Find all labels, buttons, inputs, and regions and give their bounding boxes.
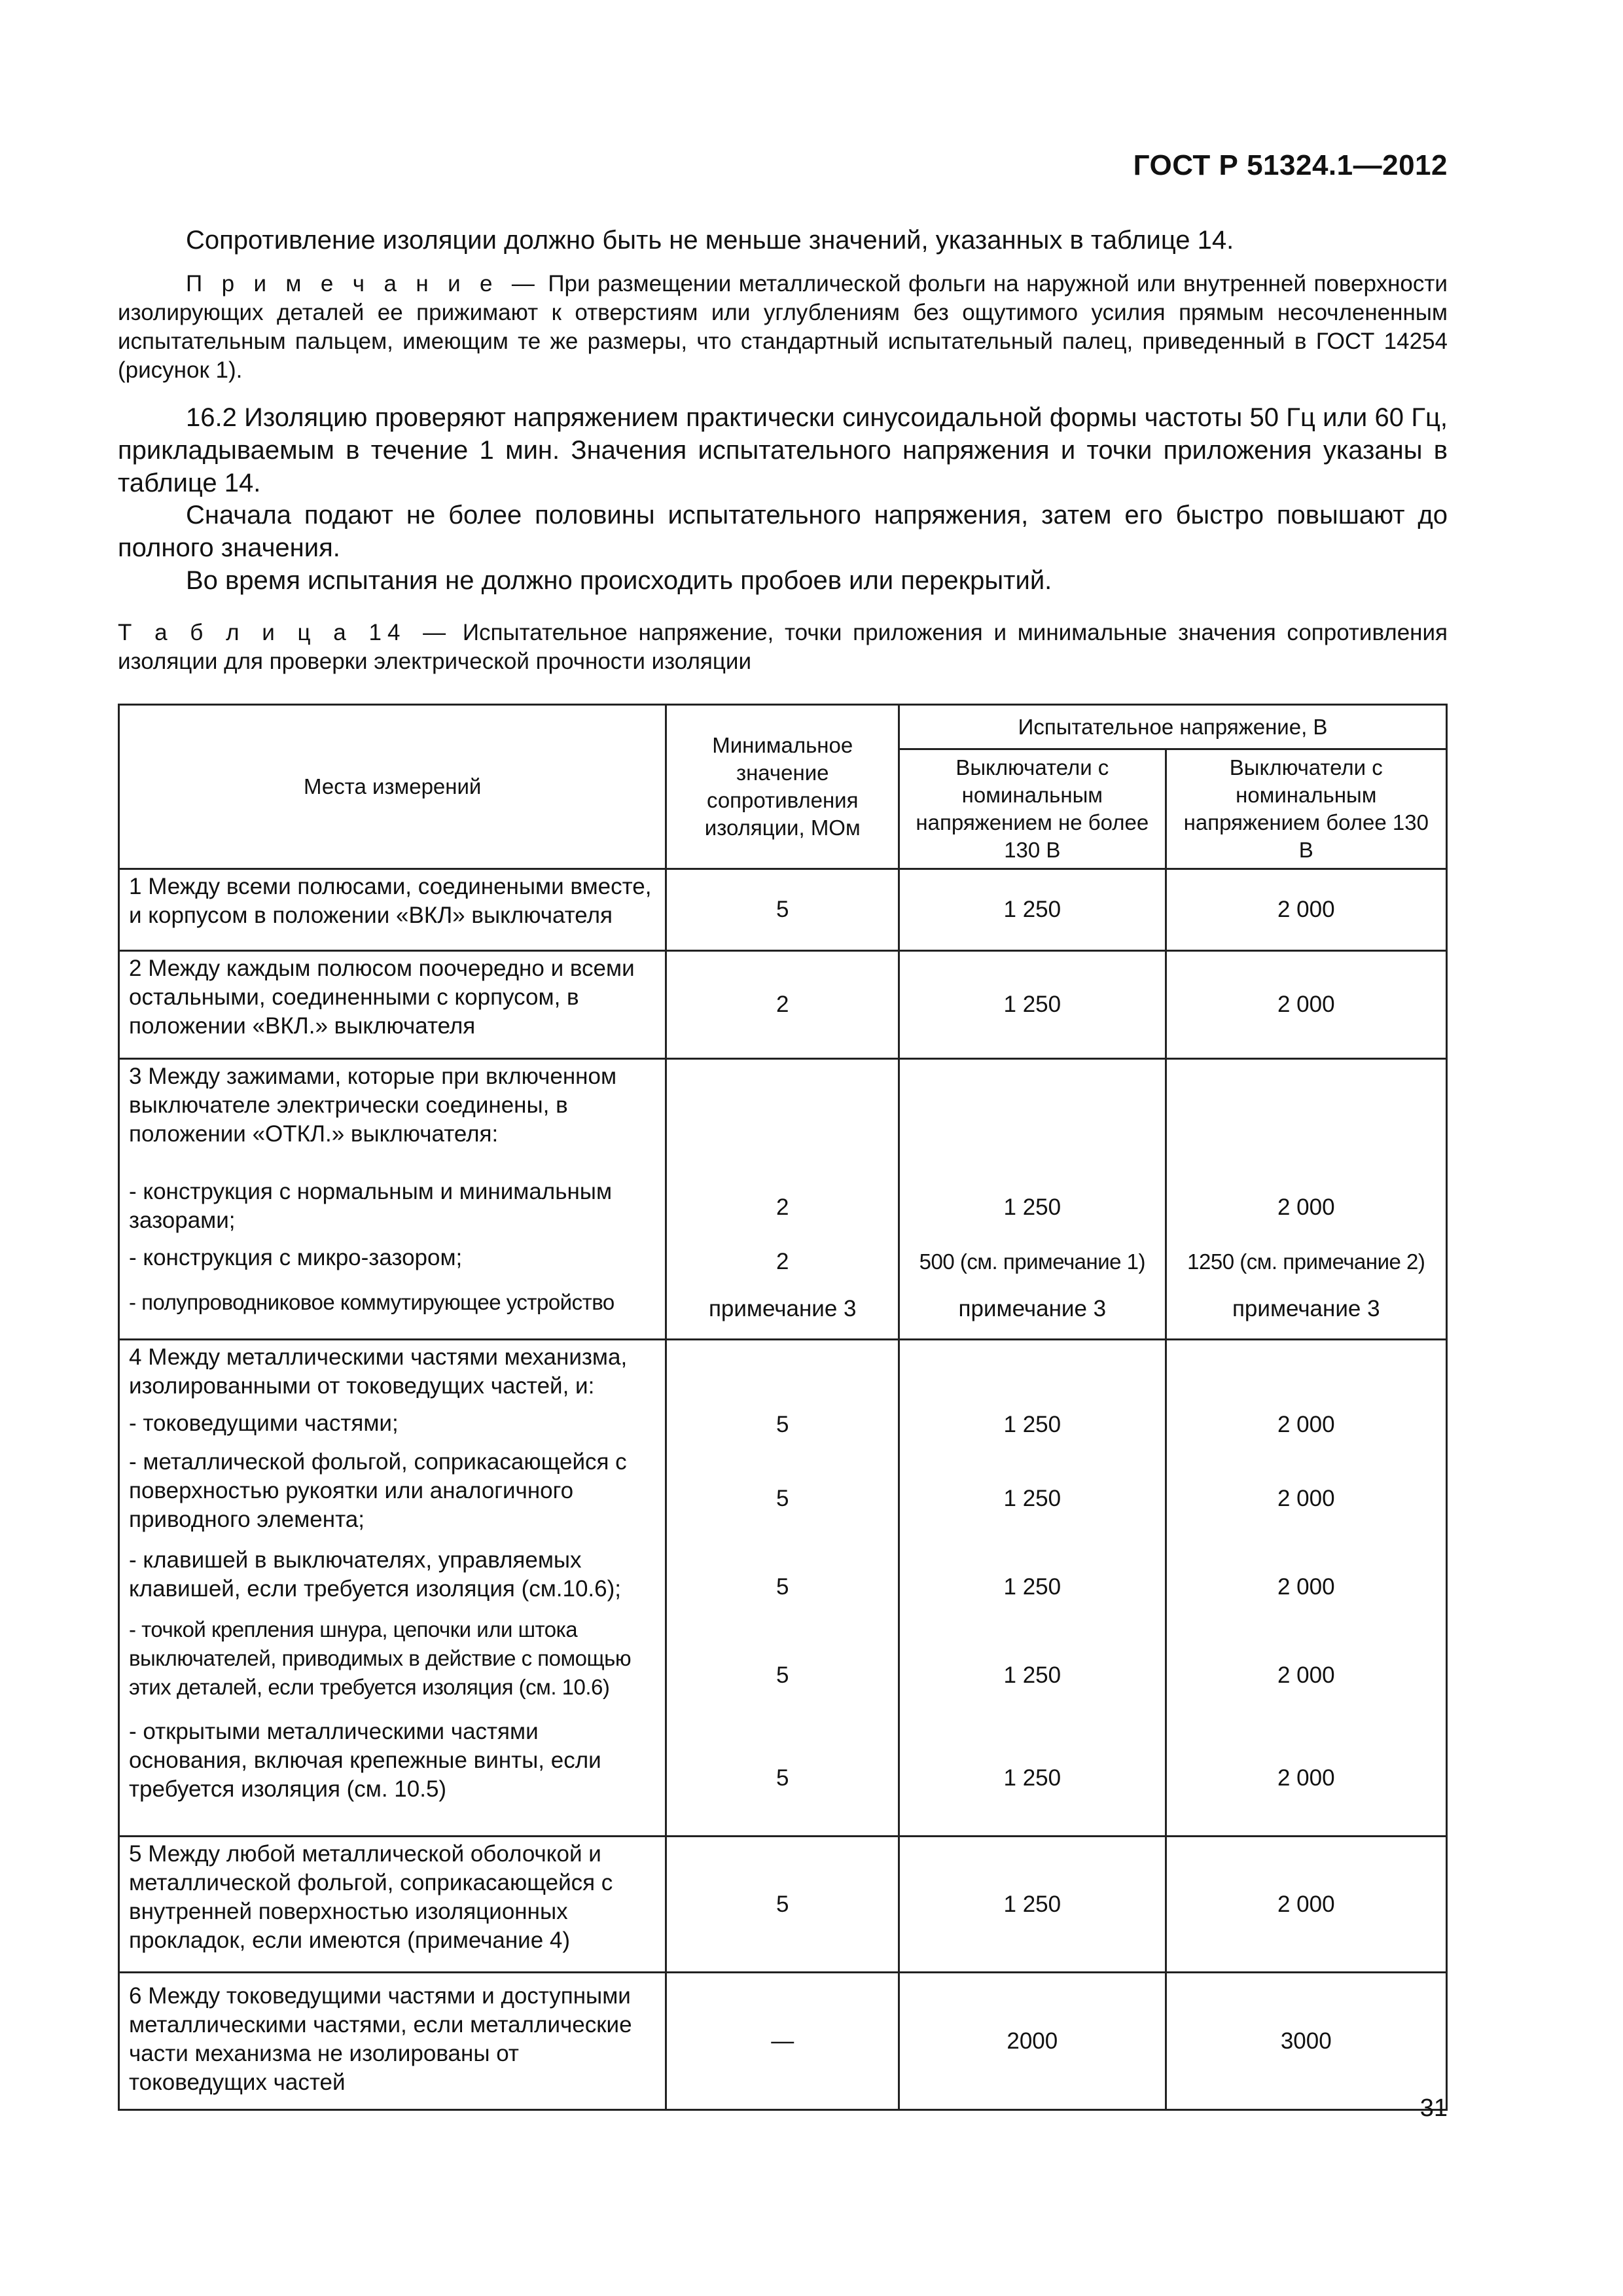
row-4-sub-4-voltage-gt130: 2 000	[1277, 1662, 1335, 1688]
row-5-resistance: 5	[666, 1837, 899, 1973]
paragraph-voltage-ramp: Сначала подают не более половины испытательного напряжения, затем его быстро повышают до полного значения.	[118, 501, 1448, 562]
header-measurement-place: Места измерений	[119, 705, 666, 869]
row-1-voltage-gt130: 2 000	[1166, 869, 1446, 951]
table-row	[119, 1837, 1447, 1973]
table-row	[119, 1973, 1447, 2110]
row-4-sub-2-resistance: 5	[776, 1486, 789, 1511]
row-5-voltage-le130: 1 250	[899, 1837, 1166, 1973]
row-6-resistance: —	[666, 1973, 899, 2110]
table-row	[119, 951, 1447, 1059]
table-caption-label: Т а б л и ц а 14 —	[118, 620, 452, 645]
table-row	[119, 1340, 1447, 1837]
row-6-voltage-le130: 2000	[899, 1973, 1166, 2110]
row-4-sub-3-voltage-gt130: 2 000	[1277, 1574, 1335, 1600]
row-4-sub-1-resistance: 5	[776, 1412, 789, 1437]
row-4-sub-4-resistance: 5	[776, 1662, 789, 1688]
row-3-voltage-le130	[899, 1059, 1166, 1340]
row-4-sub-4-voltage-le130: 1 250	[1003, 1662, 1061, 1688]
row-3-sub-3-resistance: примечание 3	[708, 1296, 857, 1321]
page-number: 31	[1419, 2094, 1448, 2122]
note-text: При размещении металлической фольги на наружной или внутренней поверхности изолирующих деталей ее прижимают к отверстиям или углублениям без ощутимого усилия прямым несочлененным испытательным пальцем, имеющим те же размеры, что стандартный испытательный палец, приведенный в ГОСТ 14254 (рисунок 1).	[118, 271, 1448, 383]
row-3-resistance	[666, 1059, 899, 1340]
row-4-sub-2-voltage-gt130: 2 000	[1277, 1486, 1335, 1511]
row-4-intro: 4 Между металлическими частями механизма, изолированными от токоведущих частей, и:	[129, 1344, 628, 1399]
row-4-resistance	[666, 1340, 899, 1837]
row-3-sub-1-resistance: 2	[776, 1194, 789, 1220]
row-3-voltage-gt130	[1166, 1059, 1446, 1340]
row-3-sub-2: - конструкция с микро-зазором;	[129, 1245, 463, 1270]
row-3-sub-1-voltage-gt130: 2 000	[1277, 1194, 1335, 1220]
row-1-voltage-le130: 1 250	[899, 869, 1166, 951]
row-5-voltage-gt130: 2 000	[1166, 1837, 1446, 1973]
row-3-sub-3-voltage-le130: примечание 3	[958, 1296, 1107, 1321]
row-4-voltage-le130	[899, 1340, 1166, 1837]
row-2-resistance: 2	[666, 951, 899, 1059]
row-4-sub-2-voltage-le130: 1 250	[1003, 1486, 1061, 1511]
row-4-sub-3-voltage-le130: 1 250	[1003, 1574, 1061, 1600]
row-3-sub-2-voltage-le130: 500 (см. примечание 1)	[919, 1249, 1146, 1274]
header-min-resistance: Минимальное значение сопротивления изоляции, МОм	[666, 705, 899, 869]
row-6-voltage-gt130: 3000	[1166, 1973, 1446, 2110]
row-3-sub-2-voltage-gt130: 1250 (см. примечание 2)	[1187, 1249, 1425, 1274]
row-2-description: 2 Между каждым полюсом поочередно и всеми остальными, соединенными с корпусом, в положении «ВКЛ.» выключателя	[119, 951, 666, 1059]
paragraph-no-breakdown: Во время испытания не должно происходить пробоев или перекрытий.	[186, 566, 1052, 595]
table-14	[118, 704, 1448, 2111]
table-caption-text: Испытательное напряжение, точки приложения и минимальные значения сопротивления изоляции для проверки электрической прочности изоляции	[118, 620, 1448, 674]
row-4-sub-5: - открытыми металлическими частями основания, включая крепежные винты, если требуется изоляция (см. 10.5)	[129, 1719, 601, 1802]
paragraph-resistance: Сопротивление изоляции должно быть не меньше значений, указанных в таблице 14.	[186, 226, 1234, 255]
row-2-voltage-le130: 1 250	[899, 951, 1166, 1059]
note-paragraph	[118, 270, 1448, 385]
table-row	[119, 1059, 1447, 1340]
row-3-sub-3: - полупроводниковое коммутирующее устройство	[129, 1290, 615, 1314]
row-4-sub-4: - точкой крепления шнура, цепочки или штока выключателей, приводимых в действие с помощью этих деталей, если требуется изоляция (см. 10.6)	[129, 1617, 632, 1699]
row-6-description: 6 Между токоведущими частями и доступными металлическими частями, если металлические части механизма не изолированы от токоведущих частей	[119, 1973, 666, 2110]
row-2-voltage-gt130: 2 000	[1166, 951, 1446, 1059]
row-3-description	[119, 1059, 666, 1340]
row-4-sub-1-voltage-le130: 1 250	[1003, 1412, 1061, 1437]
row-3-sub-1-voltage-le130: 1 250	[1003, 1194, 1061, 1220]
row-4-sub-5-resistance: 5	[776, 1765, 789, 1791]
row-3-sub-2-resistance: 2	[776, 1249, 789, 1274]
header-voltage-le130: Выключатели с номинальным напряжением не более 130 В	[899, 749, 1166, 869]
row-4-sub-1-voltage-gt130: 2 000	[1277, 1412, 1335, 1437]
header-voltage-gt130: Выключатели с номинальным напряжением более 130 В	[1166, 749, 1446, 869]
row-4-sub-5-voltage-le130: 1 250	[1003, 1765, 1061, 1791]
standard-code: ГОСТ Р 51324.1—2012	[1133, 149, 1448, 181]
row-1-resistance: 5	[666, 869, 899, 951]
row-4-description	[119, 1340, 666, 1837]
row-4-sub-2: - металлической фольгой, соприкасающейся с поверхностью рукоятки или аналогичного приводного элемента;	[129, 1449, 627, 1532]
row-4-sub-1: - токоведущими частями;	[129, 1410, 399, 1436]
row-4-sub-3-resistance: 5	[776, 1574, 789, 1600]
row-4-sub-5-voltage-gt130: 2 000	[1277, 1765, 1335, 1791]
header-test-voltage: Испытательное напряжение, В	[899, 705, 1447, 749]
row-5-description: 5 Между любой металлической оболочкой и металлической фольгой, соприкасающейся с внутренней поверхностью изоляционных прокладок, если имеются (примечание 4)	[119, 1837, 666, 1973]
paragraph-16-2: 16.2 Изоляцию проверяют напряжением практически синусоидальной формы частоты 50 Гц или 60 Гц, прикладываемым в течение 1 мин. Значения испытательного напряжения и точки приложения указаны в таблице 14.	[118, 403, 1448, 497]
table-caption	[118, 619, 1448, 676]
row-4-voltage-gt130	[1166, 1340, 1446, 1837]
note-label: П р и м е ч а н и е —	[186, 271, 541, 296]
row-3-sub-3-voltage-gt130: примечание 3	[1232, 1296, 1380, 1321]
row-3-intro: 3 Между зажимами, которые при включенном выключателе электрически соединены, в положении «ОТКЛ.» выключателя:	[129, 1064, 617, 1147]
row-1-description: 1 Между всеми полюсами, соединеными вместе, и корпусом в положении «ВКЛ» выключателя	[119, 869, 666, 951]
row-4-sub-3: - клавишей в выключателях, управляемых клавишей, если требуется изоляция (см.10.6);	[129, 1547, 622, 1602]
table-row	[119, 869, 1447, 951]
row-3-sub-1: - конструкция с нормальным и минимальным зазорами;	[129, 1179, 613, 1233]
